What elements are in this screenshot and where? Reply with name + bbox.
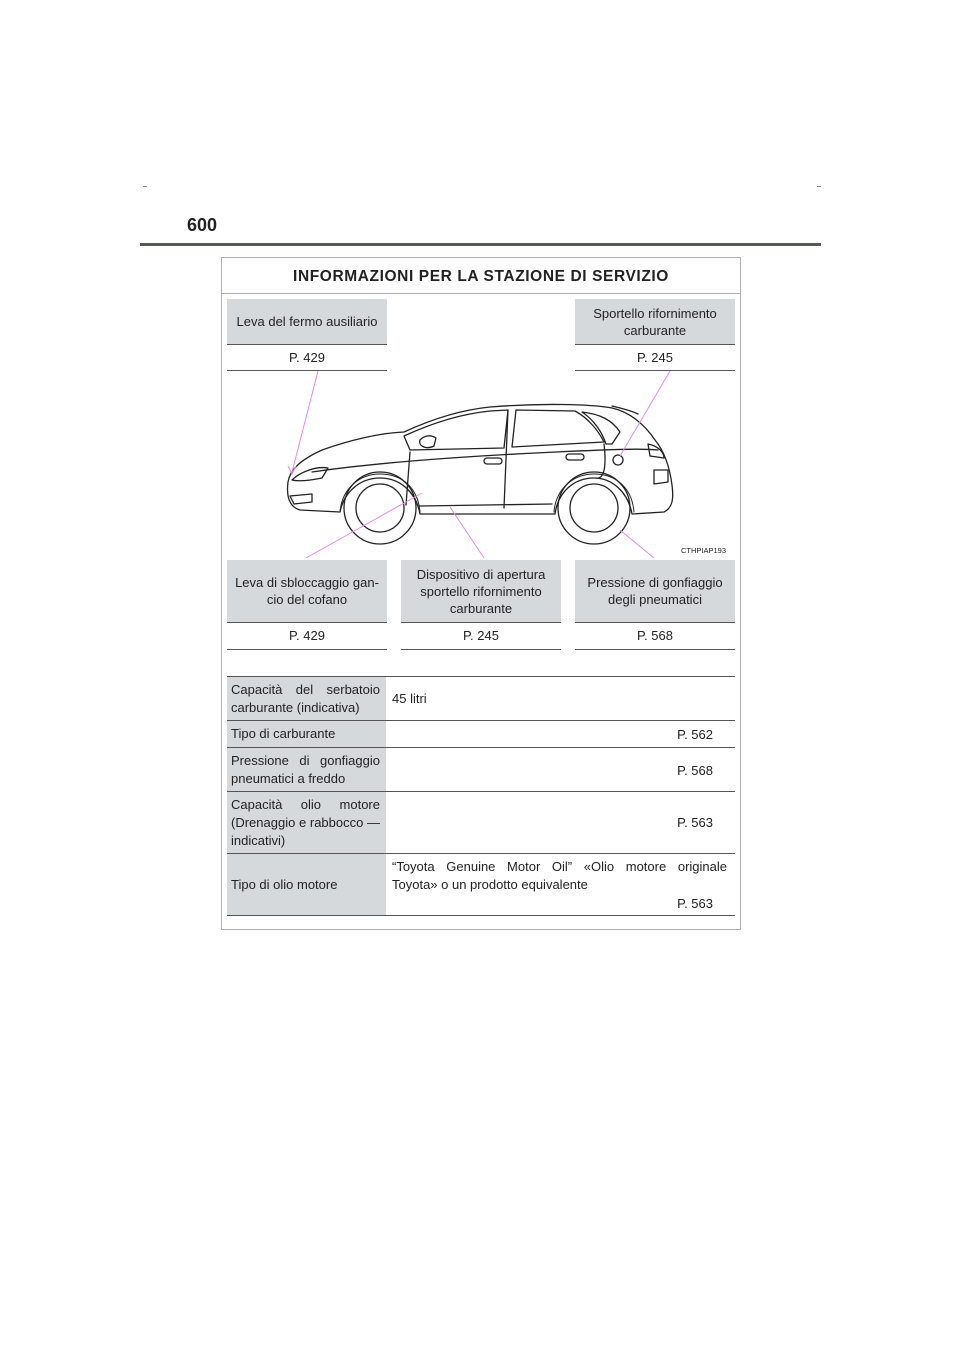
leader-hood-aux-latch: [292, 371, 318, 472]
callout-hood-release-ref[interactable]: P. 429: [227, 628, 387, 650]
leader-tire-pressure: [620, 530, 654, 558]
table-row-ref[interactable]: P. 563: [677, 896, 713, 911]
callout-fuel-door-label: Sportello rifornimento carburante: [575, 299, 735, 345]
section-title: INFORMAZIONI PER LA STAZIONE DI SERVIZIO: [222, 258, 740, 294]
callout-tire-pressure-ref[interactable]: P. 568: [575, 628, 735, 650]
table-row-value: [386, 721, 735, 747]
table-row-label: Pressione di gonfiaggio pneumatici a freddo: [227, 748, 386, 791]
table-row-label: Capacità olio motore (Drenaggio e rabbocco — indicativi): [227, 792, 386, 853]
callout-fuel-door-opener-ref[interactable]: P. 245: [401, 628, 561, 650]
table-row: [227, 677, 735, 721]
table-row-label: Tipo di carburante: [227, 721, 386, 747]
table-row-value: [386, 854, 735, 915]
figure-code: CTHPIAP193: [681, 546, 727, 555]
table-row: [227, 854, 735, 916]
table-row: [227, 721, 735, 748]
table-row-value: 45 litri: [392, 690, 427, 706]
callout-tire-pressure-label: Pressione di gonfiaggio degli pneumatici: [575, 560, 735, 623]
table-row-label: Capacità del serbatoio carburante (indicativa): [227, 677, 386, 720]
callout-fuel-door-opener-label: Dispositivo di apertura sportello rifornimento carburante: [401, 560, 561, 623]
callout-hood-release-label: Leva di sbloccaggio gan-cio del cofano: [227, 560, 387, 623]
table-row-ref[interactable]: P. 562: [677, 727, 713, 742]
callout-hood-aux-latch-ref[interactable]: P. 429: [227, 350, 387, 371]
oil-type-text: “Toyota Genuine Motor Oil” «Olio motore originale Toyota» o un prodotto equivalente: [392, 859, 727, 892]
table-row-ref[interactable]: P. 563: [677, 815, 713, 830]
callout-fuel-door-ref[interactable]: P. 245: [575, 350, 735, 371]
table-row: [227, 748, 735, 792]
table-row-label: Tipo di olio motore: [227, 854, 386, 915]
table-row-value: [386, 748, 735, 791]
table-row: [227, 792, 735, 854]
leader-hood-release: [306, 493, 422, 558]
table-row-value: [386, 792, 735, 853]
page-number: 600: [187, 215, 218, 235]
callout-hood-aux-latch-label: Leva del fermo ausiliario: [227, 299, 387, 345]
table-row-ref[interactable]: P. 568: [677, 763, 713, 778]
